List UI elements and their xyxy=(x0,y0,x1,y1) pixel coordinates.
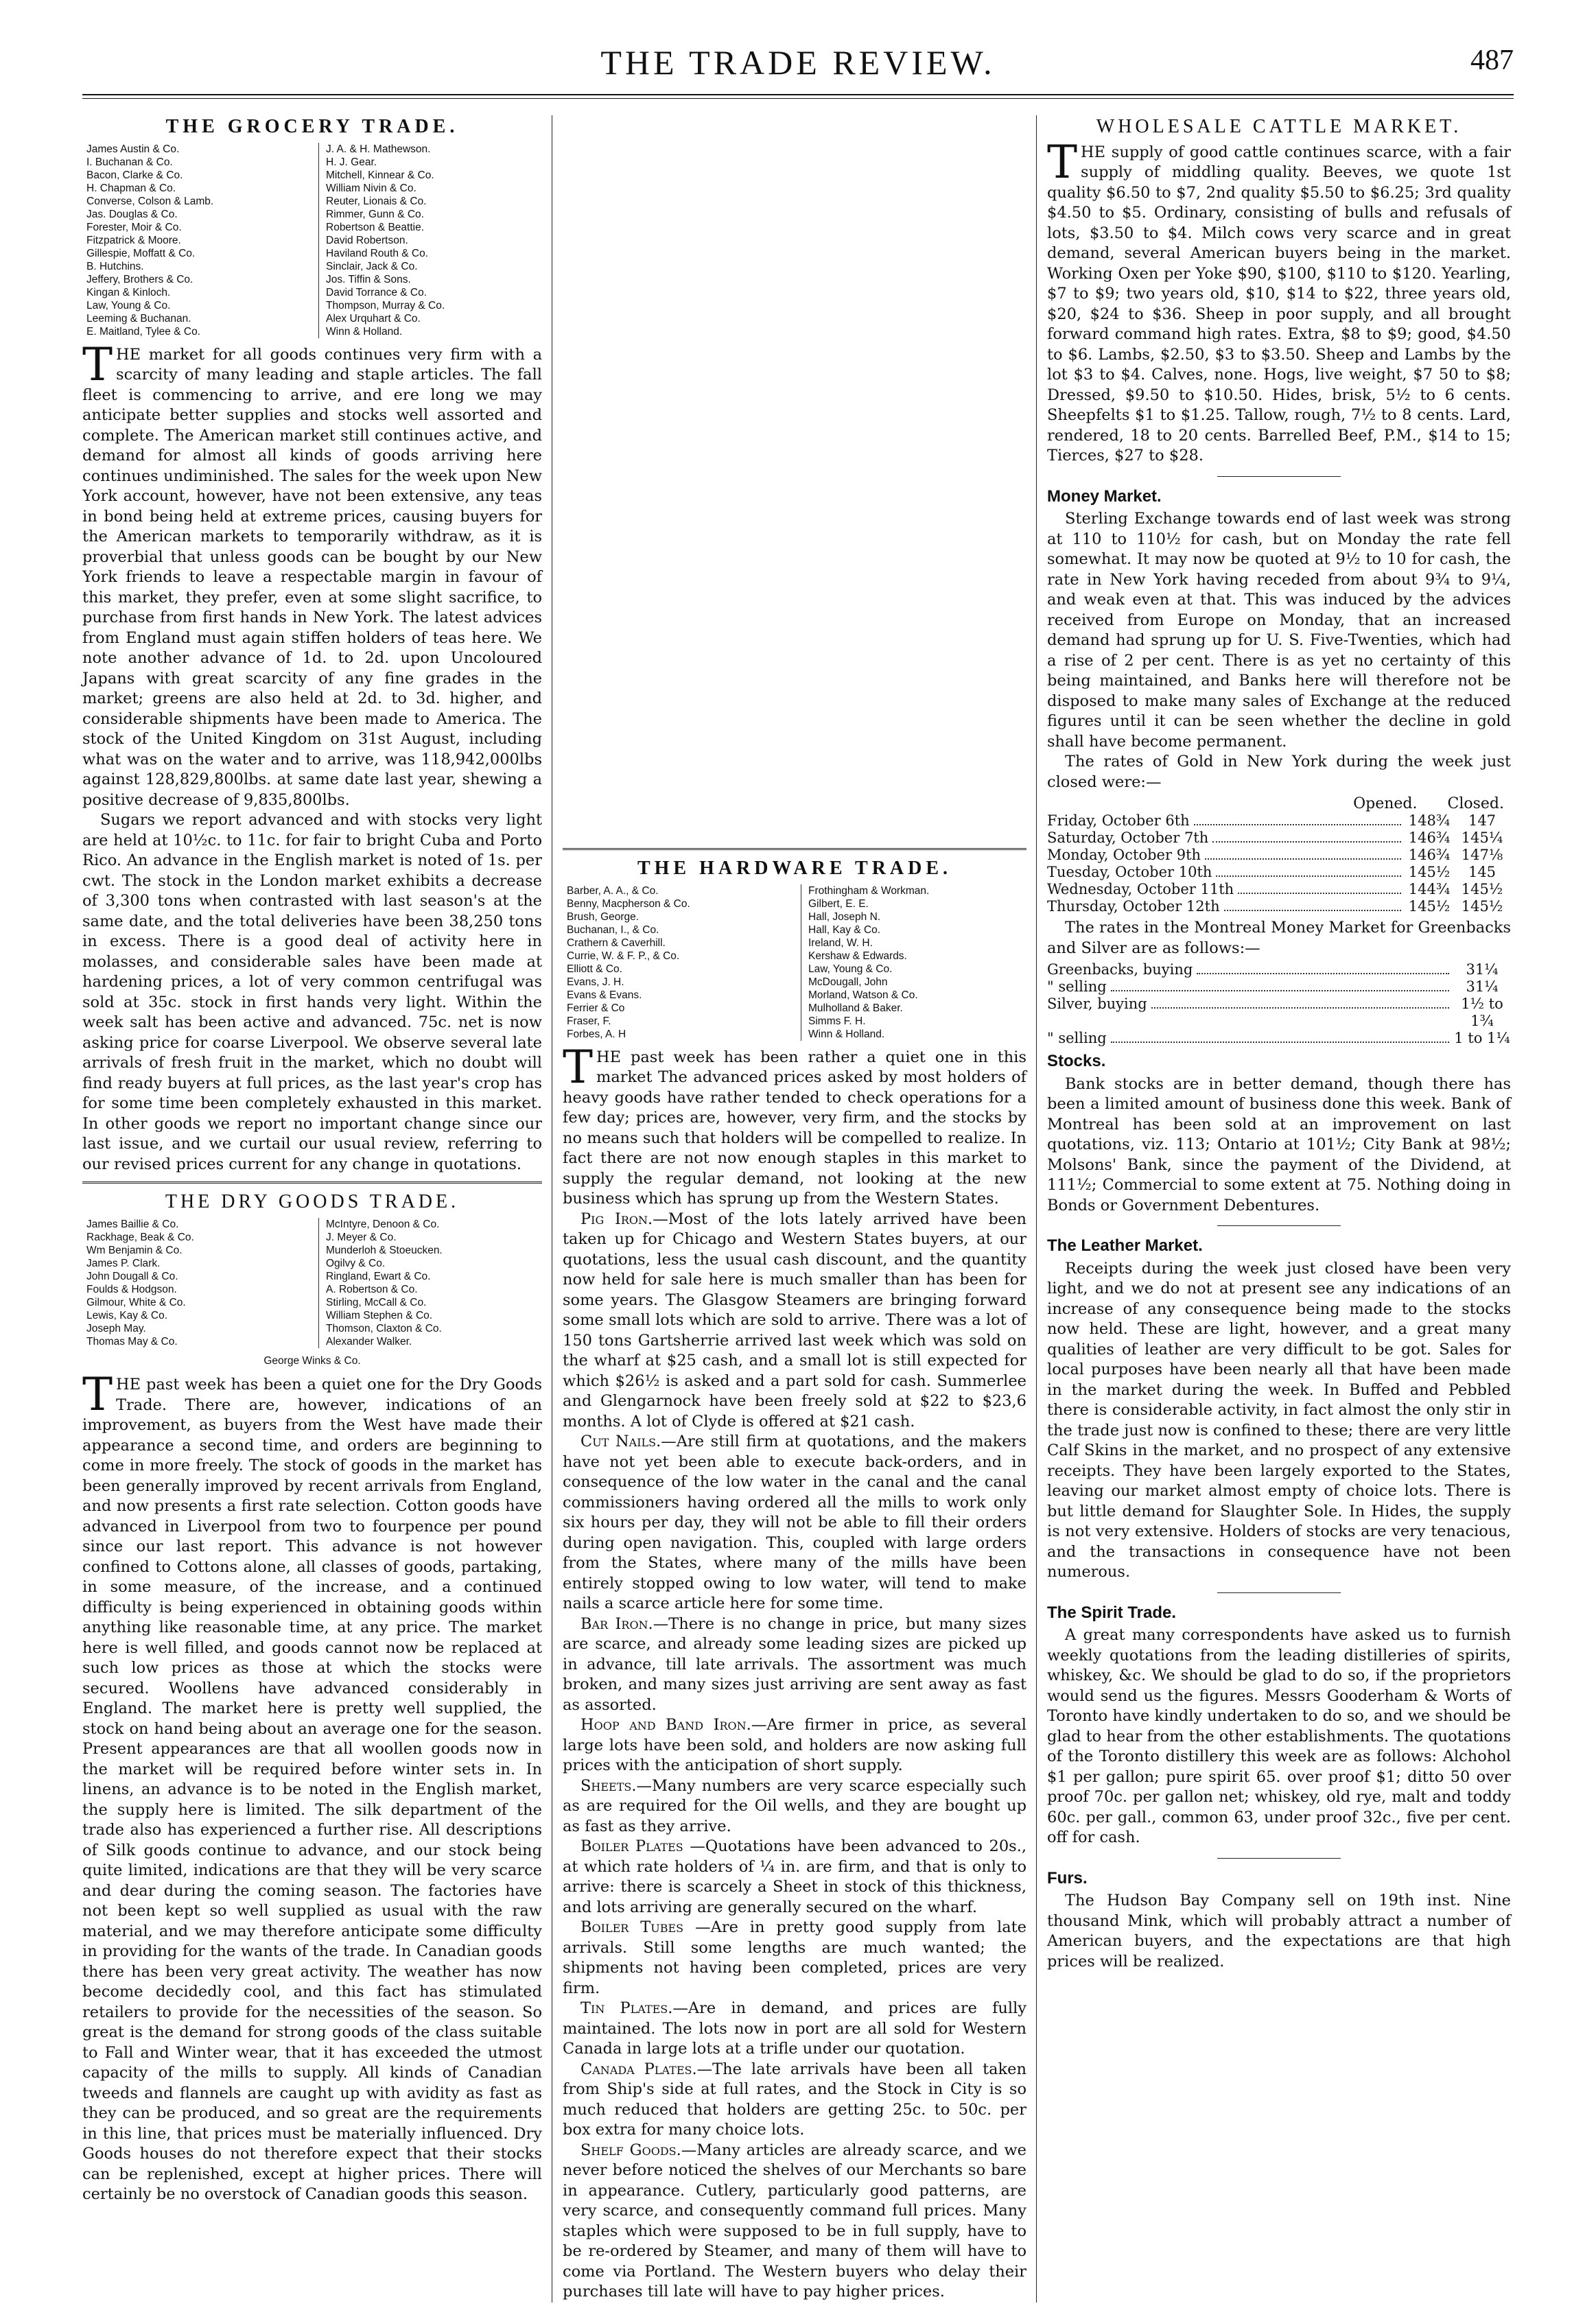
firm-name: Morland, Watson & Co. xyxy=(808,989,918,1001)
grocery-paragraph: THE market for all goods continues very firm with a scarcity of many leading and staple articles. The fall fleet is commencing to arrive, and ere long we may anticipate better supplies and stocks well assorted and complete. The American market still continues active, and demand for almost all kinds of goods arriving here continues undiminished. The sales for the week upon New York account, however, have not been extensive, any teas in bond being held at extreme prices, causing buyers for the American markets to temporarily withdraw, as it is proverbial that unless goods can be bought by our New York friends to leave a respectable margin in favour of this market, they prefer, even at some slight sacrifice, to purchase from first hands in New York. The latest advices from England must again stiffen holders of teas here. We note another advance of 1d. to 2d. upon Uncoloured Japans with great scarcity of any fine grades in the market; greens are also held at 2d. to 3d. higher, and considerable shipments have been made to America. The stock of the United Kingdom on 31st August, including what was on the water and to arrive, was 118,942,000lbs against 128,829,800lbs. at same date last year, shewing a positive decrease of 9,835,800lbs. xyxy=(82,338,542,809)
rate-closed: 145 xyxy=(1468,864,1497,880)
rate-value: 31¼ xyxy=(1466,961,1499,978)
rate-opened: 145½ xyxy=(1408,898,1451,915)
rate-value: 1½ to 1¾ xyxy=(1461,996,1503,1029)
firm-name: James Austin & Co. xyxy=(86,143,180,155)
firm-name: Rackhage, Beak & Co. xyxy=(86,1231,194,1243)
rate-label: " selling xyxy=(1047,978,1107,995)
section-divider xyxy=(82,1181,542,1184)
firm-name: Crathern & Caverhill. xyxy=(567,937,666,949)
firm-name: Forbes, A. H xyxy=(567,1028,626,1040)
firm-name: E. Maitland, Tylee & Co. xyxy=(86,325,200,338)
hardware-intro-paragraph: THE past week has been rather a quiet one in this market The advanced prices asked by most holders of heavy goods have rather tended to check operations for a few day; prices are, however, very firm, and the stocks by no means such that holders will be compelled to realize. In fact there are not now enough staples in this market to supply the regular demand, not looking at the new business which has sprung up from the Western States. xyxy=(563,1040,1026,1208)
rate-closed: 147 xyxy=(1468,812,1497,829)
hardware-item-label: Hoop and Band Iron. xyxy=(580,1716,751,1734)
stocks-paragraph: Bank stocks are in better demand, though there has been a limited amount of business done this week. Bank of Montreal has been sold at an improvement on last quotations, viz. 113; Ontario at 101½; City Bank at 98½; Molsons' Bank, since the payment of the Dividend, at 111½; Commercial to some extent at 75. Nothing doing in Bonds or Government Debentures. xyxy=(1047,1074,1511,1214)
rate-opened: 148¾ xyxy=(1408,812,1451,829)
rate-day: Saturday, October 7th xyxy=(1047,830,1209,846)
hardware-item-text: —Most of the lots lately arrived have been taken up for Chicago and Western States buyers, at our quotations, less the usual cash discount, and the quantity now held for sale here is much smaller than has been for some years. The Glasgow Steamers are bringing forward some small lots which are sold to arrive. There was a lot of 150 tons Gartsherrie arrived last week which was sold on the wharf at $25 cash, and a small lot is still expected for which $26½ is asked and a part sold for cash. Summerlee and Glengarnock have been freely sold at $22 to $23,6 months. A lot of Clyde is offered at $21 cash. xyxy=(563,1210,1026,1431)
leader-dots xyxy=(1151,1007,1449,1009)
firm-name: Ireland, W. H. xyxy=(808,937,873,949)
dry-goods-firms-right xyxy=(318,1218,538,1348)
grocery-firms-right xyxy=(318,143,538,338)
firm-name: James Baillie & Co. xyxy=(86,1218,179,1230)
firm-name: Hall, Joseph N. xyxy=(808,910,881,923)
firm-name: Elliott & Co. xyxy=(567,963,622,975)
firm-name: Mulholland & Baker. xyxy=(808,1002,903,1014)
firm-name: J. A. & H. Mathewson. xyxy=(326,143,431,155)
section-divider xyxy=(563,848,1026,850)
article-columns xyxy=(82,115,1511,2301)
rate-opened: 145½ xyxy=(1408,864,1451,880)
hardware-item-text: —Many numbers are very scarce especially such as are required for the Oil wells, and they are bought up as fast as they arrive. xyxy=(563,1776,1026,1835)
leader-dots xyxy=(1238,893,1401,894)
hardware-item-text: —Quotations have been advanced to 20s., at which rate holders of ¼ in. are firm, and that is only to arrive: there is scarcely a Sheet in stock of this thickness, and lots arriving are generally secured on the wharf. xyxy=(563,1837,1027,1916)
leather-market-heading: The Leather Market. xyxy=(1047,1236,1203,1255)
gold-intro: The rates of Gold in New York during the week just closed were:— xyxy=(1047,753,1511,791)
furs-heading: Furs. xyxy=(1047,1868,1088,1887)
hardware-firms-right xyxy=(801,884,1022,1041)
firm-name: Hall, Kay & Co. xyxy=(808,923,881,936)
firm-name: David Torrance & Co. xyxy=(326,286,427,298)
firm-name: Simms F. H. xyxy=(808,1015,866,1027)
hardware-item-text: —Are still firm at quotations, and the makers have not yet been able to execute back-orders, and in consequence of the low water in the canal and the canal commissioners having ordered all the mills to work only six hours per day, they will not be able to fill their orders during open navigation. This, coupled with large orders from the States, where many of the mills have been entirely stopped owing to low water, will tend to make nails a scarce article here for some time. xyxy=(563,1433,1026,1612)
firm-name: Barber, A. A., & Co. xyxy=(567,884,659,897)
hardware-item xyxy=(563,1715,1026,1776)
leader-dots xyxy=(1111,1042,1449,1043)
hardware-item xyxy=(563,2141,1026,2303)
furs-paragraph: The Hudson Bay Company sell on 19th inst. Nine thousand Mink, which will probably attract a number of American buyers, and the expectations are that high prices will be realized. xyxy=(1047,1892,1511,1970)
stocks-heading: Stocks. xyxy=(1047,1052,1106,1070)
firm-name: Converse, Colson & Lamb. xyxy=(86,195,214,207)
gold-rate-row xyxy=(1047,864,1511,881)
firm-name: J. Meyer & Co. xyxy=(326,1231,397,1243)
column-1 xyxy=(82,115,542,2303)
hardware-item-text: —There is no change in price, but many sizes are scarce, and already some leading sizes are picked up in advance, till late arrivals. The assortment was much broken, and many sizes just arriving are sent away as fast as assorted. xyxy=(563,1614,1026,1714)
header-rule-thin xyxy=(82,98,1514,99)
rate-label: Greenbacks, buying xyxy=(1047,961,1193,978)
firm-name: John Dougall & Co. xyxy=(86,1270,178,1282)
firm-name: James P. Clark. xyxy=(86,1257,161,1269)
hardware-item-label: Cut Nails. xyxy=(580,1433,661,1450)
firm-name: Mitchell, Kinnear & Co. xyxy=(326,169,434,181)
firm-name: Haviland Routh & Co. xyxy=(326,247,429,259)
rate-value: 1 to 1¼ xyxy=(1454,1030,1510,1046)
firm-name: Rimmer, Gunn & Co. xyxy=(326,208,424,220)
firm-name: Currie, W. & F. P., & Co. xyxy=(567,950,680,962)
hardware-item-label: Boiler Tubes xyxy=(580,1918,684,1936)
hardware-trade-heading: THE HARDWARE TRADE. xyxy=(637,858,952,879)
opened-header: Opened. xyxy=(1353,795,1418,812)
hardware-item-label: Canada Plates. xyxy=(580,2060,697,2078)
firm-name: Frothingham & Workman. xyxy=(808,884,930,897)
leader-dots xyxy=(1212,841,1401,843)
firm-name: David Robertson. xyxy=(326,234,408,246)
rate-closed: 145½ xyxy=(1461,881,1503,897)
section-divider xyxy=(1217,476,1341,477)
dry-goods-firms-left xyxy=(86,1218,306,1348)
dry-goods-continuation-space xyxy=(563,115,1026,841)
dry-goods-trade-heading: THE DRY GOODS TRADE. xyxy=(165,1191,460,1212)
firm-name: Jos. Tiffin & Sons. xyxy=(326,273,411,285)
rate-closed: 145¼ xyxy=(1461,830,1503,846)
firm-name: Winn & Holland. xyxy=(326,325,403,338)
firm-name: Thomas May & Co. xyxy=(86,1335,178,1348)
firm-name: Forester, Moir & Co. xyxy=(86,221,182,233)
leader-dots xyxy=(1197,973,1449,974)
montreal-rate-row xyxy=(1047,978,1511,996)
publication-title: THE TRADE REVIEW. xyxy=(600,43,996,82)
firm-name: B. Hutchins. xyxy=(86,260,144,272)
dry-goods-paragraph: THE past week has been a quiet one for the Dry Goods Trade. There are, however, indications of an improvement, as buyers from the West have made their appearance a second time, and orders are beginning to come in more freely. The stock of goods in the market has been generally improved by recent arrivals from England, and now presents a first rate selection. Cotton goods have advanced in Liverpool from two to fourpence per pound since our last report. This advance is not however confined to Cottons alone, all classes of goods, partaking, in some measure, of the increase, and a continued difficulty is being experienced in obtaining goods within anything like reasonable time, at any price. The market here is well filled, and goods cannot now be replaced at such low prices as those at which the stocks were secured. Woollens have advanced considerably in England. The market here is pretty well supplied, the stock on hand being about an average one for the season. Present appearances are that all woollen goods now in the market will be required before winter sets in. In linens, an advance is to be noted in the English market, the supply here is limited. The silk department of the trade also has experienced a further rise. All descriptions of Silk goods continue to advance, and our stock being quite limited, indications are that they will be very scarce and dear during the coming season. The factories have not been kept so well supplied as usual with the raw material, and we may therefore anticipate some difficulty in providing for the wants of the trade. In Canadian goods there has been very great activity. The weather has now become decidedly cool, and this fact has stimulated retailers to provide for the necessities of the season. So great is the demand for strong goods of the class suitable to Fall and Winter wear, that it has exceeded the utmost capacity of the mills to supply. All kinds of Canadian tweeds and flannels are caught up with avidity as fast as they can be produced, and so great are the requirements in this line, that prices must be materially influenced. Dry Goods houses do not therefore expect that their stocks can be replenished, except at higher prices. There will certainly be no overstock of Canadian goods this season. xyxy=(82,1368,542,2203)
rate-closed: 145½ xyxy=(1461,898,1503,915)
montreal-rate-row xyxy=(1047,961,1511,978)
firm-name: William Nivin & Co. xyxy=(326,182,416,194)
gold-rates-header xyxy=(1047,795,1511,812)
firm-name: George Winks & Co. xyxy=(263,1354,361,1367)
grocery-firm-list xyxy=(86,143,538,338)
firm-name: Evans, J. H. xyxy=(567,976,624,988)
column-3 xyxy=(1047,115,1511,2303)
money-market-heading: Money Market. xyxy=(1047,486,1162,506)
firm-name: Ogilvy & Co. xyxy=(326,1257,386,1269)
spirit-paragraph: A great many correspondents have asked us to furnish weekly quotations from the leading distilleries of spirits, whiskey, &c. We should be glad to do so, if the proprietors would send us the figures. Messrs Gooderham & Worts of Toronto have kindly undertaken to do so, and we should be glad to hear from the other establishments. The quotations of the Toronto distillery this week are as follows: Alchohol $1 per gallon; pure spirit 65. over proof $1; ditto 50 over proof 70c. per gallon net; whiskey, old rye, malt and toddy 60c. per gall., common 63, under proof 32c., five per cent. off for cash. xyxy=(1047,1626,1511,1846)
spirit-trade-heading: The Spirit Trade. xyxy=(1047,1603,1177,1622)
firm-name: Sinclair, Jack & Co. xyxy=(326,260,418,272)
rate-opened: 144¾ xyxy=(1408,881,1451,897)
firm-name: Jeffery, Brothers & Co. xyxy=(86,273,193,285)
firm-name: Law, Young & Co. xyxy=(86,299,171,311)
leader-dots xyxy=(1194,824,1401,825)
leader-dots xyxy=(1111,990,1449,991)
firm-name: Stirling, McCall & Co. xyxy=(326,1296,427,1308)
rate-value: 31¼ xyxy=(1466,978,1499,995)
rate-day: Wednesday, October 11th xyxy=(1047,881,1234,897)
column-2 xyxy=(563,115,1026,2303)
gold-rate-row xyxy=(1047,881,1511,898)
header-rule xyxy=(82,94,1514,95)
hardware-item xyxy=(563,1432,1026,1614)
leather-paragraph: Receipts during the week just closed have been very light, and we do not at present see any indications of an increase of any consequence being made to the stocks now held. These are light, however, and a great many qualities of leather are very difficult to be got. Sales for local purposes have been nearly all that have been made in the market during the week. In Buffed and Pebbled there is considerable activity, in fact almost the only stir in the trade just now is confined to these; there are very little Calf Skins in the market, and no prospect of any extensive receipts. They have been largely exported to the States, leaving our market almost empty of choice lots. There is but little demand for Slaughter Sole. In Hides, the supply is not very extensive. Holders of stocks are very tenacious, and the transactions in consequence have not been numerous. xyxy=(1047,1259,1511,1581)
hardware-item-label: Bar Iron. xyxy=(580,1614,653,1633)
hardware-item-label: Sheets. xyxy=(580,1776,637,1795)
gold-rate-row xyxy=(1047,812,1511,830)
gold-rates-table xyxy=(1047,795,1511,915)
rate-day: Thursday, October 12th xyxy=(1047,898,1220,915)
firm-name: Joseph May. xyxy=(86,1322,146,1334)
hardware-item xyxy=(563,1776,1026,1837)
hardware-item xyxy=(563,1918,1026,1999)
hardware-firm-list xyxy=(567,884,1022,1041)
firm-name: Ringland, Ewart & Co. xyxy=(326,1270,431,1282)
hardware-item xyxy=(563,1614,1026,1716)
running-head xyxy=(82,43,1514,97)
firm-name: Reuter, Lionais & Co. xyxy=(326,195,427,207)
leader-dots xyxy=(1224,910,1401,911)
firm-name: Leeming & Buchanan. xyxy=(86,312,191,325)
firm-name: Law, Young & Co. xyxy=(808,963,893,975)
firm-name: Robertson & Beattie. xyxy=(326,221,425,233)
firm-name: Thompson, Murray & Co. xyxy=(326,299,445,311)
grocery-trade-heading: THE GROCERY TRADE. xyxy=(165,116,459,137)
firm-name: Brush, George. xyxy=(567,910,639,923)
cattle-paragraph: THE supply of good cattle continues scarce, with a fair supply of middling quality. Beeves, we quote 1st quality $6.50 to $7, 2nd quality $5.50 to $6.25; 3rd quality $4.50 to $5. Ordinary, consisting of bulls and refusals of lots, $3.50 to $4. Milch cows very scarce and in great demand, several American buyers being in the market. Working Oxen per Yoke $90, $100, $110 to $120. Yearling, $7 to $9; two years old, $10, $14 to $22, three years old, $20, $24 to $36. Sheep in poor supply, and all brought forward command high rates. Extra, $8 to $9; good, $4.50 to $6. Lambs, $2.50, $3 to $3.50. Sheep and Lambs by the lot $3 to $4. Calves, none. Hogs, live weight, $7 50 to $8; Dressed, $9.50 to $10.50. Hides, brisk, 5½ to 6 cents. Sheepfelts $1 to $1.25. Tallow, rough, 7½ to 8 cents. Lard, rendered, 18 to 20 cents. Barrelled Beef, P.M., $14 to 15; Tierces, $27 to $28. xyxy=(1047,135,1511,464)
hardware-item-label: Shelf Goods. xyxy=(580,2141,681,2159)
firm-name: H. J. Gear. xyxy=(326,156,377,168)
firm-name: Wm Benjamin & Co. xyxy=(86,1244,183,1256)
firm-name: Munderloh & Stoeucken. xyxy=(326,1244,443,1256)
rate-closed: 147⅛ xyxy=(1461,847,1503,863)
firm-name: Gilmour, White & Co. xyxy=(86,1296,186,1308)
firm-name: Benny, Macpherson & Co. xyxy=(567,897,690,910)
dry-goods-firm-list xyxy=(86,1218,538,1348)
firm-name: Jas. Douglas & Co. xyxy=(86,208,178,220)
rate-day: Monday, October 9th xyxy=(1047,847,1201,863)
firm-name: Evans & Evans. xyxy=(567,989,642,1001)
leader-dots xyxy=(1216,875,1401,877)
cattle-market-heading: WHOLESALE CATTLE MARKET. xyxy=(1096,116,1462,137)
rate-day: Tuesday, October 10th xyxy=(1047,864,1212,880)
firm-name: Gillespie, Moffatt & Co. xyxy=(86,247,196,259)
hardware-firms-left xyxy=(567,884,788,1041)
firm-name: Fitzpatrick & Moore. xyxy=(86,234,181,246)
leader-dots xyxy=(1205,858,1401,860)
rate-opened: 146¾ xyxy=(1408,847,1451,863)
section-divider xyxy=(1217,1225,1341,1226)
rate-label: Silver, buying xyxy=(1047,996,1147,1012)
firm-name: Alex Urquhart & Co. xyxy=(326,312,421,325)
firm-name: Kershaw & Edwards. xyxy=(808,950,907,962)
firm-name: H. Chapman & Co. xyxy=(86,182,176,194)
firm-name: Bacon, Clarke & Co. xyxy=(86,169,183,181)
firm-name: McIntyre, Denoon & Co. xyxy=(326,1218,440,1230)
rate-day: Friday, October 6th xyxy=(1047,812,1190,829)
hardware-item-text: —Are firmer in price, as several large lots have been sold, and holders are now asking full prices with the anticipation of short supply. xyxy=(563,1716,1026,1774)
montreal-rates-table xyxy=(1047,961,1511,1047)
section-divider xyxy=(1217,1592,1341,1593)
hardware-item-label: Pig Iron. xyxy=(580,1210,653,1228)
hardware-item-text: —Many articles are already scarce, and we never before noticed the shelves of our Merchants so bare in appearance. Cutlery, particularly good patterns, are very scarce, and consequently command full prices. Many staples which were supposed to be in full supply, have to be re-ordered by Steamer, and many of them will have to come via Portland. The Western buyers who delay their purchases till late will have to pay higher prices. xyxy=(563,2141,1026,2301)
firm-name: A. Robertson & Co. xyxy=(326,1283,418,1295)
hardware-item-text: —The late arrivals have been all taken from Ship's side at full rates, and the Stock in City is so much reduced that holders are getting 25c. to 50c. per box extra for many choice lots. xyxy=(563,2060,1026,2139)
closed-header: Closed. xyxy=(1447,795,1504,812)
grocery-paragraph: Sugars we report advanced and with stocks very light are held at 10½c. to 11c. for fair to bright Cuba and Porto Rico. An advance in the English market is noted of 1s. per cwt. The stock in the London market exhibits a decrease of 3,300 tons when contrasted with last season's at the same date, and the total deliveries have been 38,250 tons in excess. There is a good deal of activity here in molasses, and considerable sales have been made at hardening prices, a lot of very common centrifugal was sold at 35c. stock in first hands very light. Within the week salt has been active and advanced. 75c. net is now asking price for coarse Liverpool. We observe several late arrivals of fresh fruit in the market, which no doubt will find ready buyers at full prices, as the last year's crop has for some time been completely exhausted in this market. In other goods we report no important change since our last issue, and we curtail our usual review, referring to our revised prices current for any change in quotations. xyxy=(82,811,542,1173)
hardware-item xyxy=(563,2060,1026,2141)
hardware-item xyxy=(563,1210,1026,1433)
hardware-item xyxy=(563,1837,1026,1918)
gold-rate-row xyxy=(1047,830,1511,847)
gold-rate-row xyxy=(1047,898,1511,915)
page-number: 487 xyxy=(1470,45,1514,76)
hardware-item-label: Tin Plates. xyxy=(580,1999,673,2017)
firm-name: Winn & Holland. xyxy=(808,1028,885,1040)
firm-name: Kingan & Kinloch. xyxy=(86,286,171,298)
money-paragraph: Sterling Exchange towards end of last week was strong at 110 to 110½ for cash, but on Monday the rate fell somewhat. It may now be quoted at 9½ to 10 for cash, the rate in New York having receded from about 9¾ to 9¼, and weak even at that. This was induced by the advices received from Europe on Monday, that an increased demand had sprung up for U. S. Five-Twenties, which had a rise of 2 per cent. There is as yet no certainty of this being maintained, and Banks here will therefore not be disposed to make many sales of Exchange at the reduced figures until it can be seen whether the decline in gold shall have become permanent. xyxy=(1047,510,1511,751)
hardware-item xyxy=(563,1999,1026,2060)
hardware-item-text: —Are in pretty good supply from late arrivals. Still some lengths are much wanted; the shipments not having been completed, prices are very firm. xyxy=(563,1918,1026,1997)
firm-name: Ferrier & Co xyxy=(567,1002,625,1014)
firm-name: Fraser, F. xyxy=(567,1015,611,1027)
rate-opened: 146¾ xyxy=(1408,830,1451,846)
firm-name: Thomson, Claxton & Co. xyxy=(326,1322,442,1334)
firm-name: Lewis, Kay & Co. xyxy=(86,1309,168,1321)
firm-name: I. Buchanan & Co. xyxy=(86,156,173,168)
hardware-item-text: —Are in demand, and prices are fully maintained. The lots now in port are all sold for Western Canada in large lots at a trifle under our quotation. xyxy=(563,1999,1027,2058)
gold-rate-row xyxy=(1047,847,1511,864)
firm-name: Foulds & Hodgson. xyxy=(86,1283,177,1295)
section-divider xyxy=(1217,1858,1341,1859)
firm-name: McDougall, John xyxy=(808,976,888,988)
hardware-item-label: Boiler Plates xyxy=(580,1837,683,1855)
montreal-rate-row xyxy=(1047,996,1511,1030)
grocery-firms-left xyxy=(86,143,306,338)
rate-label: " selling xyxy=(1047,1030,1107,1046)
firm-name: Gilbert, E. E. xyxy=(808,897,869,910)
firm-name: Buchanan, I., & Co. xyxy=(567,923,659,936)
firm-name: Alexander Walker. xyxy=(326,1335,412,1348)
montreal-intro: The rates in the Montreal Money Market for Greenbacks and Silver are as follows:— xyxy=(1047,919,1511,957)
montreal-rate-row xyxy=(1047,1030,1511,1047)
firm-name: William Stephen & Co. xyxy=(326,1309,433,1321)
